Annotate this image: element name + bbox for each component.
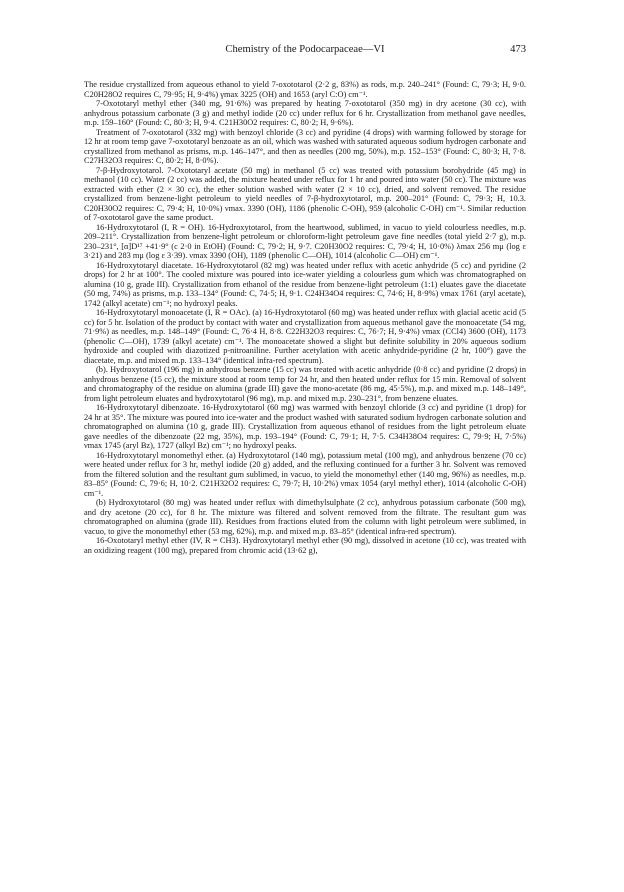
paragraph: 16-Hydroxytotaryl monomethyl ether. (a) Hydroxytotarol (140 mg), potassium metal (100 mg), and anhydrous benzene (70 cc) were heated under reflux for 3 hr, methyl iodide (20 g) added, and the refluxing continued for a further 3 hr. Solvent was removed from the filtered solution and the resultant gum sublimed, in vacuo, to yield the monomethyl ether (140 mg, 96%) as needles, m.p. 83–85° (Found: C, 79·6; H, 10·2. C21H32O2 requires: C, 79·7; H, 10·2%) νmax 1054 (aryl methyl ether), 1014 (alcoholic C-OH) cm⁻¹.	[84, 450, 526, 498]
paragraph: The residue crystallized from aqueous ethanol to yield 7-oxototarol (2·2 g, 83%) as rods, m.p. 240–241° (Found: C, 79·3; H, 9·0. C20H28O2 requires C, 79·95; H, 9·4%) γmax 3225 (OH) and 1653 (aryl C:O) cm⁻¹.	[84, 80, 526, 99]
paragraph: (b). Hydroxytotarol (196 mg) in anhydrous benzene (15 cc) was treated with acetic anhydride (0·8 cc) and pyridine (2 drops) in anhydrous benzene (15 cc), the mixture stood at room temp for 24 hr, and then heated under reflux for 15 min. Removal of solvent and chromatography of the residue on alumina (grade III) gave the mono-acetate (86 mg, 45·5%), m.p. and mixed m.p. 148–149°, from light petroleum eluates and hydroxytotarol (96 mg), m.p. and mixed m.p. 230–231°, from benzene eluates.	[84, 365, 526, 403]
paragraph: 7-Oxototaryl methyl ether (340 mg, 91·6%) was prepared by heating 7-oxototarol (350 mg) in dry acetone (30 cc), with anhydrous potassium carbonate (3 g) and methyl iodide (20 cc) under reflux for 6 hr. Crystallization from methanol gave needles, m.p. 159–160° (Found: C, 80·3; H, 9·4. C21H30O2 requires: C, 80·2; H, 9·6%).	[84, 99, 526, 127]
paragraph: 16-Oxototaryl methyl ether (IV, R = CH3). Hydroxytotaryl methyl ether (90 mg), dissolved in acetone (10 cc), was treated with an oxidizing reagent (100 mg), prepared from chromic acid (13·62 g),	[84, 536, 526, 555]
paragraph: Treatment of 7-oxototarol (332 mg) with benzoyl chloride (3 cc) and pyridine (4 drops) with warming followed by storage for 12 hr at room temp gave 7-oxototaryl benzoate as an oil, which was washed with saturated aqueous sodium hydrogen carbonate and crystallized from methanol as prisms, m.p. 146–147°, and then as needles (200 mg, 50%), m.p. 152–153° (Found: C, 80·3; H, 7·8. C27H32O3 requires: C, 80·2; H, 8·0%).	[84, 127, 526, 165]
body-text	[84, 80, 526, 555]
page-number: 473	[510, 44, 526, 55]
running-header	[84, 44, 526, 58]
paragraph: 7-β-Hydroxytotarol. 7-Oxototaryl acetate (50 mg) in methanol (5 cc) was treated with potassium borohydride (45 mg) in methanol (10 cc). Water (2 cc) was added, the mixture heated under reflux for 1 hr and poured into water (50 cc). The mixture was extracted with ether (2 × 30 cc), the ether solution washed with water (2 × 10 cc), dried, and solvent removed. The residue crystallized from benzene-light petroleum to yield needles of 7-β-hydroxytotarol, m.p. 200–201° (Found: C, 79·3; H, 10.3. C20H30O2 requires: C, 79·4; H, 10·0%) νmax. 3390 (OH), 1186 (phenolic C-OH), 959 (alcoholic C-OH) cm⁻¹. Similar reduction of 7-oxototarol gave the same product.	[84, 165, 526, 222]
paragraph: 16-Hydroxytotarol (I, R = OH). 16-Hydroxytotarol, from the heartwood, sublimed, in vacuo to yield colourless needles, m.p. 209–211°. Crystallization from benzene-light petroleum or chloroform-light petroleum gave fine needles (total yield 2·7 g), m.p. 230–231°, [α]D¹⁷ +41·9° (c 2·0 in EtOH) (Found: C, 79·2; H, 9·7. C20H30O2 requires: C, 79·4; H, 10·0%) λmax 256 mμ (log ε 3·21) and 283 mμ (log ε 3·39). νmax 3390 (OH), 1189 (phenolic C—OH), 1014 (alcoholic C—OH) cm⁻¹.	[84, 222, 526, 260]
paragraph: 16-Hydroxytotaryl monoacetate (I, R = OAc). (a) 16-Hydroxytotarol (60 mg) was heated under reflux with glacial acetic acid (5 cc) for 5 hr. Isolation of the product by contact with water and crystallization from aqueous methanol gave the monoacetate (54 mg, 71·9%) as needles, m.p. 148–149° (Found: C, 76·4 H, 8·8. C22H32O3 requires: C, 76·7; H, 9·4%) νmax (CCl4) 3600 (OH), 1173 (phenolic C—OH), 1739 (alkyl acetate) cm⁻¹. The monoacetate showed a slight but definite solubility in 20% aqueous sodium hydroxide and coupled with diazotized p-nitroaniline. Further acetylation with acetic anhydride-pyridine (2 hr, 100°) gave the diacetate, m.p. and mixed m.p. 133–134° (identical infra-red spectrum).	[84, 308, 526, 365]
journal-running-title: Chemistry of the Podocarpaceae—VI	[225, 44, 385, 55]
paragraph: 16-Hydroxytotaryl dibenzoate. 16-Hydroxytotarol (60 mg) was warmed with benzoyl chloride (3 cc) and pyridine (1 drop) for 24 hr at 35°. The mixture was poured into ice-water and the product washed with saturated sodium hydrogen carbonate solution and chromatographed on alumina (10 g, grade III). Crystallization from aqueous ethanol of residues from the light petroleum eluate gave needles of the dibenzoate (22 mg, 35%), m.p. 193–194° (Found: C, 79·1; H, 7·5. C34H38O4 requires: C, 79·9; H, 7·5%) νmax 1745 (aryl Bz), 1727 (alkyl Bz) cm⁻¹; no hydroxyl peaks.	[84, 403, 526, 450]
paragraph: (b) Hydroxytotarol (80 mg) was heated under reflux with dimethylsulphate (2 cc), anhydrous potassium carbonate (500 mg), and dry acetone (20 cc), for 8 hr. The mixture was filtered and solvent removed from the filtrate. The resultant gum was chromatographed on alumina (grade III). Residues from fractions eluted from the column with light petroleum were sublimed, in vacuo, to give the monomethyl ether (53 mg, 62%), m.p. and mixed m.p. 83–85° (identical infra-red spectrum).	[84, 498, 526, 536]
paragraph: 16-Hydroxytotaryl diacetate. 16-Hydroxytotarol (82 mg) was heated under reflux with acetic anhydride (5 cc) and pyridine (2 drops) for 2 hr at 100°. The cooled mixture was poured into ice-water yielding a colourless gum which was chromatographed on alumina (10 g, grade III). Crystallization from ethanol of the residue from benzene-light petroleum (1:1) eluates gave the diacetate (50 mg, 74%) as prisms, m.p. 133–134° (Found: C, 74·5; H, 9·1. C24H34O4 requires: C, 74·6; H, 8·9%) νmax 1761 (aryl acetate), 1742 (alkyl acetate) cm⁻¹; no hydroxyl peaks.	[84, 260, 526, 308]
